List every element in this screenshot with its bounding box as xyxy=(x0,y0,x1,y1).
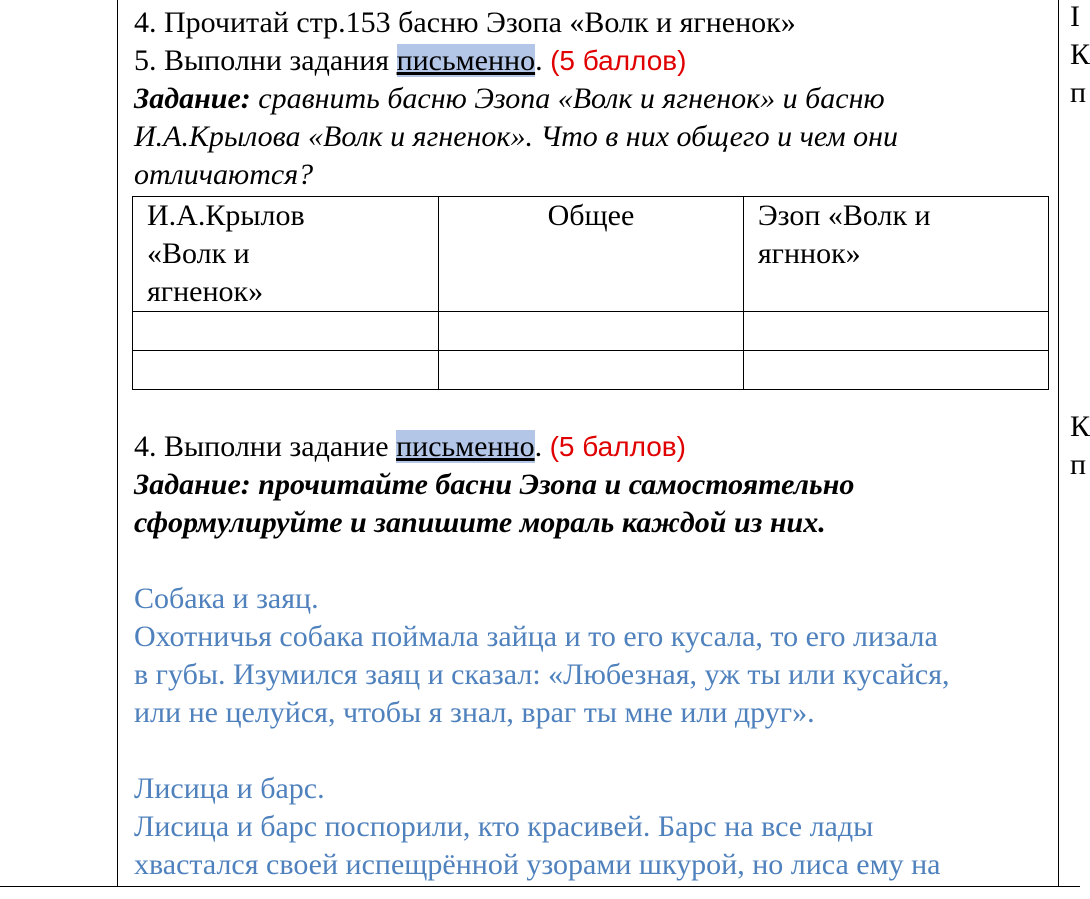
table-cell xyxy=(743,351,1048,390)
table-cell xyxy=(133,312,439,351)
spacer xyxy=(134,542,1049,580)
fable-2-line: Лисица и барс поспорили, кто красивей. Барс на все лады xyxy=(134,810,874,843)
right-fragment: К xyxy=(1070,410,1090,443)
left-border xyxy=(117,0,118,887)
task-5-points: (5 баллов) xyxy=(550,45,687,76)
fable-1-line: или не целуйся, чтобы я знал, враг ты мне или друг». xyxy=(134,696,815,729)
comparison-table xyxy=(132,196,1049,390)
right-column-top xyxy=(1070,0,1090,112)
task-4b-prefix: 4. Выполни задание xyxy=(134,430,397,463)
header-line: И.А.Крылов xyxy=(147,199,305,232)
table-cell xyxy=(743,312,1048,351)
assignment-label: Задание: xyxy=(134,82,251,115)
assignment-text: сравнить басню Эзопа «Волк и ягненок» и басню xyxy=(250,82,885,115)
task-4b-assignment-line: сформулируйте и запишите мораль каждой из них. xyxy=(134,506,826,539)
table-cell xyxy=(439,312,744,351)
right-column-bottom xyxy=(1070,408,1090,484)
task-4b-points: (5 баллов) xyxy=(549,431,686,462)
table-row xyxy=(133,312,1049,351)
task-5-suffix: . xyxy=(535,44,551,77)
task-4b-highlight: письменно xyxy=(396,430,535,463)
task-4b-heading xyxy=(134,428,1049,466)
task-5-assignment-line: И.А.Крылова «Волк и ягненок». Что в них общего и чем они xyxy=(134,120,899,153)
header-line: ягннок» xyxy=(757,237,861,270)
task-5-prefix: 5. Выполни задания xyxy=(134,44,397,77)
table-row xyxy=(133,351,1049,390)
header-aesop xyxy=(743,197,1048,312)
table-cell xyxy=(439,351,744,390)
task-4b-suffix: . xyxy=(534,430,550,463)
table-cell xyxy=(133,351,439,390)
bottom-border xyxy=(0,886,1080,887)
fable-2-title: Лисица и барс. xyxy=(134,772,325,805)
right-fragment: п xyxy=(1070,76,1087,109)
spacer xyxy=(134,390,1049,428)
header-line: Общее xyxy=(547,199,635,232)
task-4-heading: 4. Прочитай стр.153 басню Эзопа «Волк и ягненок» xyxy=(134,6,796,39)
header-krylov xyxy=(133,197,439,312)
task-5-assignment-line: отличаются? xyxy=(134,158,314,191)
fable-2-line: хвастался своей испещрённой узорами шкурой, но лиса ему на xyxy=(134,848,941,881)
document-content xyxy=(134,4,1049,884)
fable-1-line: в губы. Изумился заяц и сказал: «Любезная, уж ты или кусайся, xyxy=(134,658,950,691)
header-line: Эзоп «Волк и xyxy=(757,199,931,232)
task-5-assignment-line xyxy=(134,80,1049,118)
right-fragment: I xyxy=(1070,0,1080,33)
task-5-highlight: письменно xyxy=(396,44,536,77)
fable-1-line: Охотничья собака поймала зайца и то его кусала, то его лизала xyxy=(134,620,938,653)
spacer xyxy=(134,732,1049,770)
right-fragment: п xyxy=(1070,448,1087,481)
header-line: «Волк и xyxy=(147,237,250,270)
header-common xyxy=(439,197,744,312)
header-line: ягненок» xyxy=(147,275,264,308)
task-4b-assignment-line: Задание: прочитайте басни Эзопа и самостоятельно xyxy=(134,468,855,501)
right-border xyxy=(1058,0,1059,887)
task-5-heading xyxy=(134,42,1049,80)
right-fragment: К xyxy=(1070,38,1090,71)
table-header-row xyxy=(133,197,1049,312)
fable-1-title: Собака и заяц. xyxy=(134,582,319,615)
